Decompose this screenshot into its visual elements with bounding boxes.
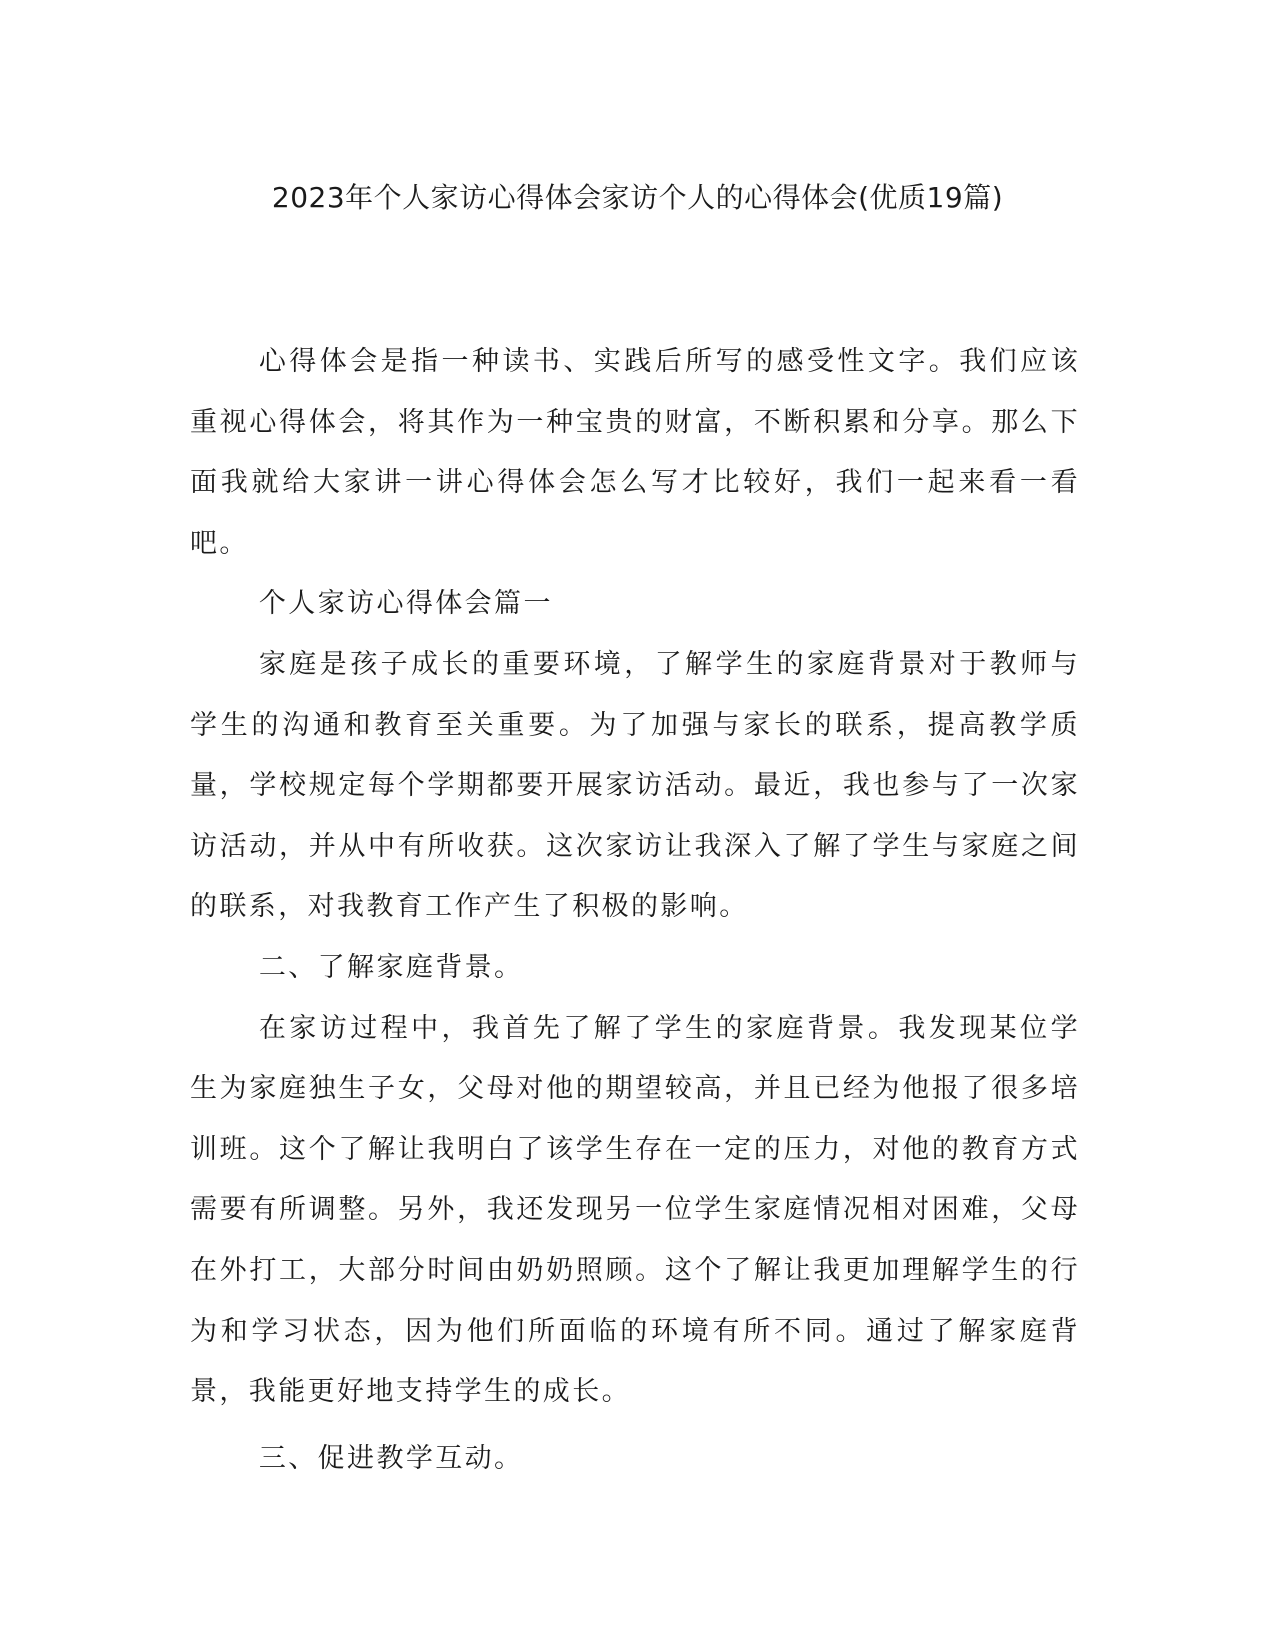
section-heading: 个人家访心得体会篇一 <box>258 588 553 620</box>
intro-paragraph: 心得体会是指一种读书、实践后所写的感受性文字。我们应该重视心得体会，将其作为一种宝贵的财富，不断积累和分享。那么下面我就给大家讲一讲心得体会怎么写才比较好，我们一起来看一看吧。 <box>190 346 1080 559</box>
document-title: 2023年个人家访心得体会家访个人的心得体会(优质19篇) <box>271 181 1004 214</box>
body-paragraph: 在家访过程中，我首先了解了学生的家庭背景。我发现某位学生为家庭独生子女，父母对他的期望较高，并且已经为他报了很多培训班。这个了解让我明白了该学生存在一定的压力，对他的教育方式需要有所调整。另外，我还发现另一位学生家庭情况相对困难，父母在外打工，大部分时间由奶奶照顾。这个了解让我更加理解学生的行为和学习状态，因为他们所面临的环境有所不同。通过了解家庭背景，我能更好地支持学生的成长。 <box>190 1012 1080 1408</box>
subsection-heading: 三、促进教学互动。 <box>258 1442 524 1474</box>
body-paragraph: 家庭是孩子成长的重要环境，了解学生的家庭背景对于教师与学生的沟通和教育至关重要。为了加强与家长的联系，提高教学质量，学校规定每个学期都要开展家访活动。最近，我也参与了一次家访活动，并从中有所收获。这次家访让我深入了解了学生与家庭之间的联系，对我教育工作产生了积极的影响。 <box>190 648 1080 923</box>
document-body <box>190 332 1080 1489</box>
subsection-heading: 二、了解家庭背景。 <box>258 951 524 983</box>
